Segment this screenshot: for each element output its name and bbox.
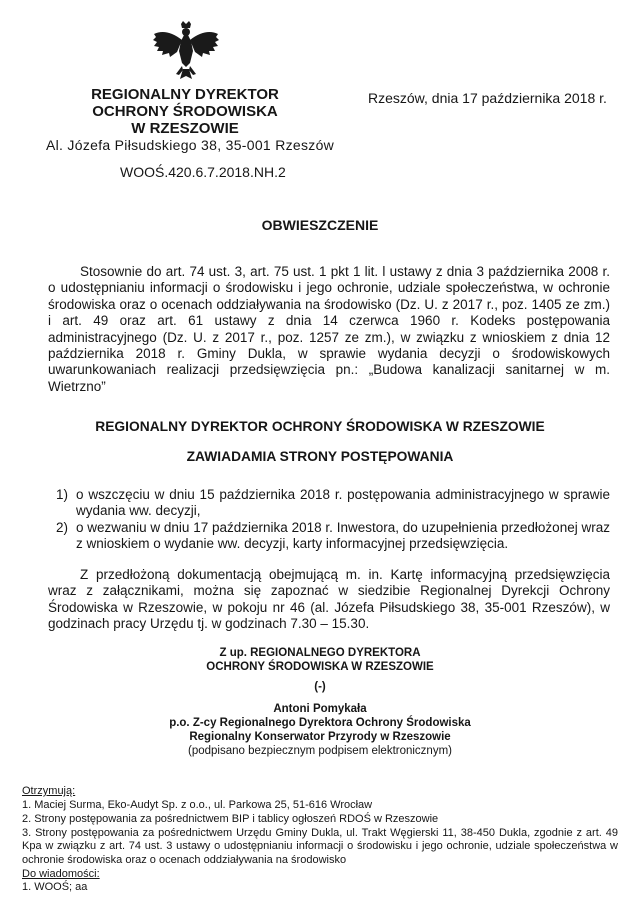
institution-line-3: W RZESZOWIE (131, 120, 239, 137)
list-item-text: o wezwaniu w dniu 17 października 2018 r. Inwestora, do uzupełnienia przedłożonej wraz z wnioskiem o wydanie ww. decyzji, karty informacyjnej przedsięwzięcia. (76, 520, 610, 552)
signatory-name: Antoni Pomykała (273, 703, 367, 715)
list-item (48, 520, 610, 554)
institution-address: Al. Józefa Piłsudskiego 38, 35-001 Rzeszów (46, 137, 335, 153)
recipient-item: 2. Strony postępowania za pośrednictwem BIP i tablicy ogłoszeń RDOŚ w Rzeszowie (22, 813, 439, 825)
signatory-role-2: Regionalny Konserwator Przyrody w Rzeszowie (189, 731, 451, 743)
document-title: OBWIESZCZENIE (261, 217, 379, 233)
signature-line-2: OCHRONY ŚRODOWISKA W RZESZOWIE (206, 661, 434, 673)
recipient-item: 3. Strony postępowania za pośrednictwem Urzędu Gminy Dukla, ul. Trakt Węgierski 11, 38-450 Dukla, zgodnie z art. 49 Kpa w związku z art. 74 ust. 3 ustawy o udostępnianiu informacji o środowisku i jego ochronie, udziale społeczeństwa w ochronie środowiska oraz o ocenach oddziaływania na środowisko (22, 827, 618, 866)
signature-note: (podpisano bezpiecznym podpisem elektronicznym) (188, 745, 452, 757)
recipient-item: 1. Maciej Surma, Eko-Audyt Sp. z o.o., ul. Parkowa 25, 51-616 Wrocław (22, 799, 373, 811)
documentation-paragraph: Z przedłożoną dokumentacją obejmującą m. in. Kartę informacyjną przedsięwzięcia wraz z załącznikami, można się zapoznać w siedzibie Regionalnej Dyrekcji Ochrony Środowiska w Rzeszowie, w pokoju nr 46 (al. Józefa Piłsudskiego 38, 35-001 Rzeszów), w godzinach pracy Urzędu tj. w godzinach 7.30 – 15.30. (48, 567, 610, 632)
list-item-number: 1) (55, 487, 68, 502)
document-date: Rzeszów, dnia 17 października 2018 r. (368, 90, 607, 106)
signatory-role-1: p.o. Z-cy Regionalnego Dyrektora Ochrony Środowiska (169, 717, 471, 729)
list-item-text: o wszczęciu w dniu 15 października 2018 r. postępowania administracyjnego w sprawie wydania ww. decyzji, (76, 487, 610, 519)
cc-label: Do wiadomości: (22, 868, 100, 880)
list-item-number: 2) (55, 520, 68, 535)
heading-notice: ZAWIADAMIA STRONY POSTĘPOWANIA (186, 449, 454, 464)
reference-number: WOOŚ.420.6.7.2018.NH.2 (120, 164, 286, 180)
heading-director: REGIONALNY DYREKTOR OCHRONY ŚRODOWISKA W RZESZOWIE (95, 419, 545, 434)
institution-line-1: REGIONALNY DYREKTOR (91, 86, 279, 103)
institution-line-2: OCHRONY ŚRODOWISKA (92, 103, 278, 120)
signature-mark: (-) (314, 681, 326, 693)
cc-item: 1. WOOŚ; aa (22, 881, 88, 893)
polish-eagle-emblem (150, 20, 222, 82)
recipients-label: Otrzymują: (22, 785, 76, 797)
intro-paragraph: Stosownie do art. 74 ust. 3, art. 75 ust. 1 pkt 1 lit. l ustawy z dnia 3 października 2008 r. o udostępnianiu informacji o środowisku i jego ochronie, udziale społeczeństwa, w ochronie środowiska oraz o ocenach oddziaływania na środowisko (Dz. U. z 2017 r., poz. 1405 ze zm.) i art. 49 oraz art. 61 ustawy z dnia 14 czerwca 1960 r. Kodeks postępowania administracyjnego (Dz. U. z 2017 r., poz. 1257 ze zm.), w związku z wnioskiem z dnia 12 października 2018 r. Gminy Dukla, w sprawie wydania decyzji o środowiskowych uwarunkowaniach realizacji przedsięwzięcia pn.: „Budowa kanalizacji sanitarnej w m. Wietrzno” (48, 264, 610, 394)
signature-line-1: Z up. REGIONALNEGO DYREKTORA (219, 647, 421, 659)
list-item (48, 487, 610, 521)
